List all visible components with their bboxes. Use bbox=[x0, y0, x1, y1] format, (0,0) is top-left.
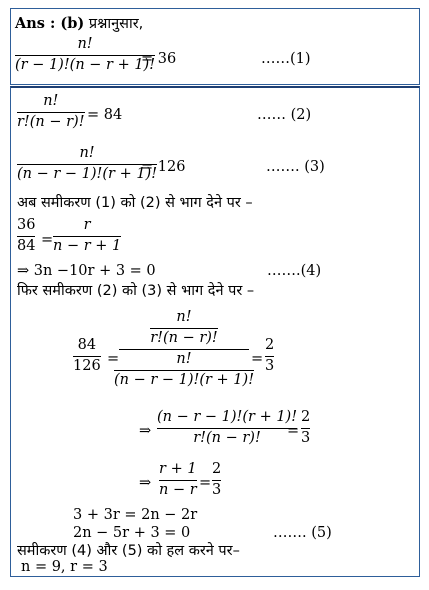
eq2-denominator: r!(n − r)! bbox=[17, 113, 85, 130]
equation-5: 2n − 5r + 3 = 0 bbox=[73, 525, 191, 541]
step4-right-denominator: 3 bbox=[212, 481, 222, 498]
step4-fraction bbox=[159, 462, 197, 499]
step1-right-denominator: n − r + 1 bbox=[53, 237, 122, 254]
big-equals-2: = bbox=[251, 351, 264, 367]
big-equals: = bbox=[107, 351, 120, 367]
big-left-denominator: 126 bbox=[73, 357, 101, 374]
step3-right-fraction bbox=[301, 410, 310, 447]
big-inner-bottom-bar bbox=[114, 370, 254, 371]
step1-left-fraction bbox=[17, 218, 35, 255]
step4-denominator: n − r bbox=[159, 481, 197, 498]
eq1-rhs: = 36 bbox=[141, 51, 177, 67]
step3-numerator: (n − r − 1)!(r + 1)! bbox=[157, 409, 298, 425]
step1-left-denominator: 84 bbox=[17, 237, 36, 254]
equation-5-tag: ……. (5) bbox=[273, 525, 332, 541]
answer-heading bbox=[15, 17, 143, 32]
big-right-numerator: 2 bbox=[265, 337, 275, 353]
step1-left-bar bbox=[17, 236, 35, 237]
instruction-solve-4-5: समीकरण (4) और (5) को हल करने पर– bbox=[17, 543, 240, 559]
final-result: n = 9, r = 3 bbox=[21, 559, 108, 575]
step4-arrow: ⇒ bbox=[139, 475, 152, 491]
step4-numerator: r + 1 bbox=[159, 461, 197, 477]
step3-equals: = bbox=[287, 423, 300, 439]
step4-equals: = bbox=[199, 475, 212, 491]
step4-bar bbox=[159, 480, 197, 481]
instruction-divide-2-3: फिर समीकरण (2) को (3) से भाग देने पर – bbox=[17, 283, 255, 299]
step1-right-bar bbox=[53, 236, 121, 237]
clipped-next-line-text bbox=[8, 580, 428, 590]
big-left-numerator: 84 bbox=[77, 337, 97, 353]
eq3-fraction bbox=[17, 146, 157, 183]
big-main-bar bbox=[119, 349, 249, 350]
step1-equals: = bbox=[41, 232, 54, 248]
big-inner-bottom-denominator: (n − r − 1)!(r + 1)! bbox=[113, 371, 255, 388]
eq2-rhs: = 84 bbox=[87, 107, 123, 123]
big-inner-top-denominator: r!(n − r)! bbox=[150, 329, 218, 346]
eq2-numerator: n! bbox=[43, 93, 59, 109]
equation-4-tag: …….(4) bbox=[267, 263, 322, 279]
clipped-next-line bbox=[8, 576, 428, 590]
big-inner-bottom-fraction bbox=[114, 352, 254, 389]
solution-box bbox=[10, 86, 420, 577]
answer-header-box bbox=[10, 8, 420, 85]
step5-equation: 3 + 3r = 2n − 2r bbox=[73, 507, 198, 523]
step3-denominator: r!(n − r)! bbox=[193, 429, 261, 446]
big-left-fraction bbox=[73, 338, 101, 375]
step1-right-fraction bbox=[53, 218, 121, 255]
step4-right-fraction bbox=[212, 462, 221, 499]
big-right-denominator: 3 bbox=[265, 357, 275, 374]
eq1-denominator: (r − 1)!(n − r + 1)! bbox=[15, 56, 156, 73]
big-compound-fraction bbox=[113, 309, 255, 389]
eq3-fraction-bar bbox=[17, 164, 157, 165]
step3-fraction bbox=[157, 409, 300, 447]
instruction-divide-1-2: अब समीकरण (1) को (2) से भाग देने पर – bbox=[17, 195, 253, 211]
eq3-tag: ……. (3) bbox=[266, 159, 325, 175]
big-right-bar bbox=[265, 356, 274, 357]
step3-right-numerator: 2 bbox=[301, 409, 311, 425]
answer-label: Ans : (b) bbox=[15, 15, 85, 32]
step1-left-numerator: 36 bbox=[17, 217, 36, 233]
eq2-fraction bbox=[17, 94, 85, 131]
eq1-numerator: n! bbox=[77, 36, 93, 52]
step3-arrow: ⇒ bbox=[139, 423, 152, 439]
equation-4: ⇒ 3n −10r + 3 = 0 bbox=[17, 263, 156, 279]
step3-bar bbox=[157, 428, 297, 429]
big-left-bar bbox=[73, 356, 101, 357]
step3-right-bar bbox=[301, 428, 310, 429]
step4-right-numerator: 2 bbox=[212, 461, 222, 477]
eq2-fraction-bar bbox=[17, 112, 85, 113]
big-inner-top-bar bbox=[150, 328, 218, 329]
step1-right-numerator: r bbox=[83, 217, 91, 233]
eq3-denominator: (n − r − 1)!(r + 1)! bbox=[17, 165, 158, 182]
big-inner-top-fraction bbox=[150, 310, 218, 347]
step4-right-bar bbox=[212, 480, 221, 481]
eq2-tag: …… (2) bbox=[257, 107, 312, 123]
eq3-rhs: = 126 bbox=[141, 159, 186, 175]
big-inner-bottom-numerator: n! bbox=[176, 350, 192, 367]
big-right-fraction bbox=[265, 338, 274, 375]
answer-heading-text: प्रश्नानुसार, bbox=[88, 16, 144, 32]
big-inner-top-numerator: n! bbox=[176, 309, 192, 325]
step3-right-denominator: 3 bbox=[301, 429, 311, 446]
eq1-tag: ……(1) bbox=[261, 51, 311, 67]
eq1-fraction bbox=[15, 37, 155, 74]
eq3-numerator: n! bbox=[79, 145, 95, 161]
eq1-fraction-bar bbox=[15, 55, 155, 56]
